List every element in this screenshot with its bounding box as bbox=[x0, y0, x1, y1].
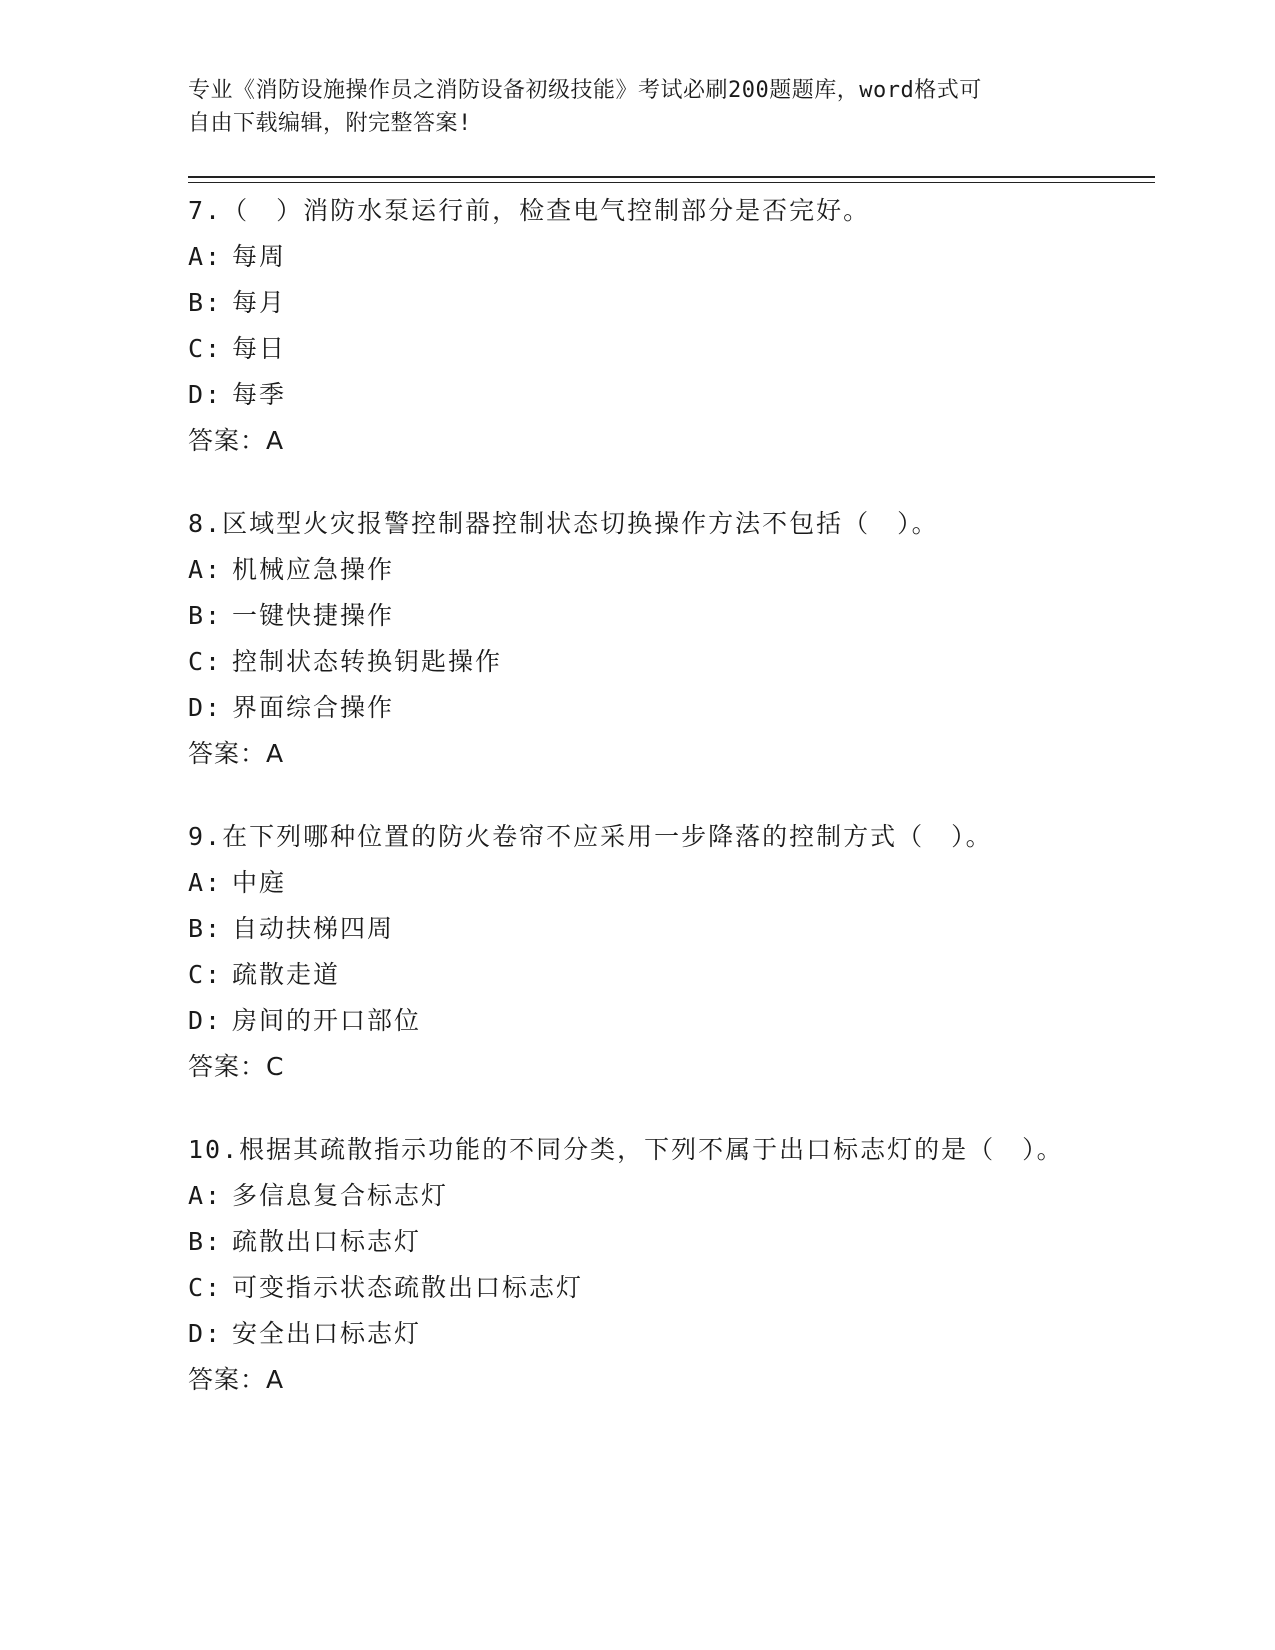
option-b bbox=[188, 593, 1068, 639]
option-text: 每日 bbox=[232, 334, 287, 363]
option-key: B: bbox=[188, 1227, 223, 1256]
document-header bbox=[188, 74, 1068, 140]
option-a bbox=[188, 1173, 1068, 1219]
option-text: 可变指示状态疏散出口标志灯 bbox=[232, 1273, 584, 1302]
option-text: 每月 bbox=[232, 288, 287, 317]
answer-line: 答案：A bbox=[188, 426, 285, 455]
header-line-1: 专业《消防设施操作员之消防设备初级技能》考试必刷200题题库，word格式可 bbox=[188, 78, 982, 103]
option-a bbox=[188, 860, 1068, 906]
option-b bbox=[188, 1219, 1068, 1265]
option-key: C: bbox=[188, 334, 223, 363]
option-text: 控制状态转换钥匙操作 bbox=[232, 647, 503, 676]
option-a bbox=[188, 547, 1068, 593]
option-key: A: bbox=[188, 868, 223, 897]
option-key: B: bbox=[188, 601, 223, 630]
option-key: A: bbox=[188, 1181, 223, 1210]
question-stem: 9.在下列哪种位置的防火卷帘不应采用一步降落的控制方式（ ）。 bbox=[188, 822, 993, 851]
option-key: B: bbox=[188, 288, 223, 317]
question-stem: 10.根据其疏散指示功能的不同分类，下列不属于出口标志灯的是（ ）。 bbox=[188, 1135, 1064, 1164]
option-key: C: bbox=[188, 1273, 223, 1302]
option-key: A: bbox=[188, 242, 223, 271]
option-key: C: bbox=[188, 960, 223, 989]
answer-line: 答案：C bbox=[188, 1052, 285, 1081]
option-key: B: bbox=[188, 914, 223, 943]
option-text: 安全出口标志灯 bbox=[232, 1319, 422, 1348]
option-text: 机械应急操作 bbox=[232, 555, 395, 584]
question-9 bbox=[188, 814, 1068, 1090]
header-divider-thick bbox=[188, 176, 1155, 178]
option-d bbox=[188, 685, 1068, 731]
option-key: A: bbox=[188, 555, 223, 584]
option-c bbox=[188, 1265, 1068, 1311]
question-10 bbox=[188, 1127, 1068, 1403]
option-c bbox=[188, 952, 1068, 998]
option-c bbox=[188, 639, 1068, 685]
option-key: D: bbox=[188, 693, 223, 722]
option-key: D: bbox=[188, 380, 223, 409]
option-key: D: bbox=[188, 1006, 223, 1035]
option-text: 疏散出口标志灯 bbox=[232, 1227, 422, 1256]
option-text: 房间的开口部位 bbox=[232, 1006, 422, 1035]
option-text: 一键快捷操作 bbox=[232, 601, 395, 630]
answer-line: 答案：A bbox=[188, 739, 285, 768]
option-text: 疏散走道 bbox=[232, 960, 341, 989]
option-d bbox=[188, 1311, 1068, 1357]
option-text: 中庭 bbox=[232, 868, 287, 897]
option-text: 每周 bbox=[232, 242, 287, 271]
option-b bbox=[188, 280, 1068, 326]
option-text: 多信息复合标志灯 bbox=[232, 1181, 449, 1210]
option-c bbox=[188, 326, 1068, 372]
option-d bbox=[188, 998, 1068, 1044]
header-divider-thin bbox=[188, 182, 1155, 183]
option-key: D: bbox=[188, 1319, 223, 1348]
question-list bbox=[188, 188, 1068, 1440]
option-text: 界面综合操作 bbox=[232, 693, 395, 722]
option-d bbox=[188, 372, 1068, 418]
question-8 bbox=[188, 501, 1068, 777]
option-a bbox=[188, 234, 1068, 280]
question-stem: 7.（ ）消防水泵运行前，检查电气控制部分是否完好。 bbox=[188, 196, 871, 225]
question-7 bbox=[188, 188, 1068, 464]
question-stem: 8.区域型火灾报警控制器控制状态切换操作方法不包括（ ）。 bbox=[188, 509, 939, 538]
answer-line: 答案：A bbox=[188, 1365, 285, 1394]
option-text: 每季 bbox=[232, 380, 287, 409]
option-key: C: bbox=[188, 647, 223, 676]
option-b bbox=[188, 906, 1068, 952]
header-line-2: 自由下载编辑，附完整答案! bbox=[188, 111, 472, 136]
option-text: 自动扶梯四周 bbox=[232, 914, 395, 943]
